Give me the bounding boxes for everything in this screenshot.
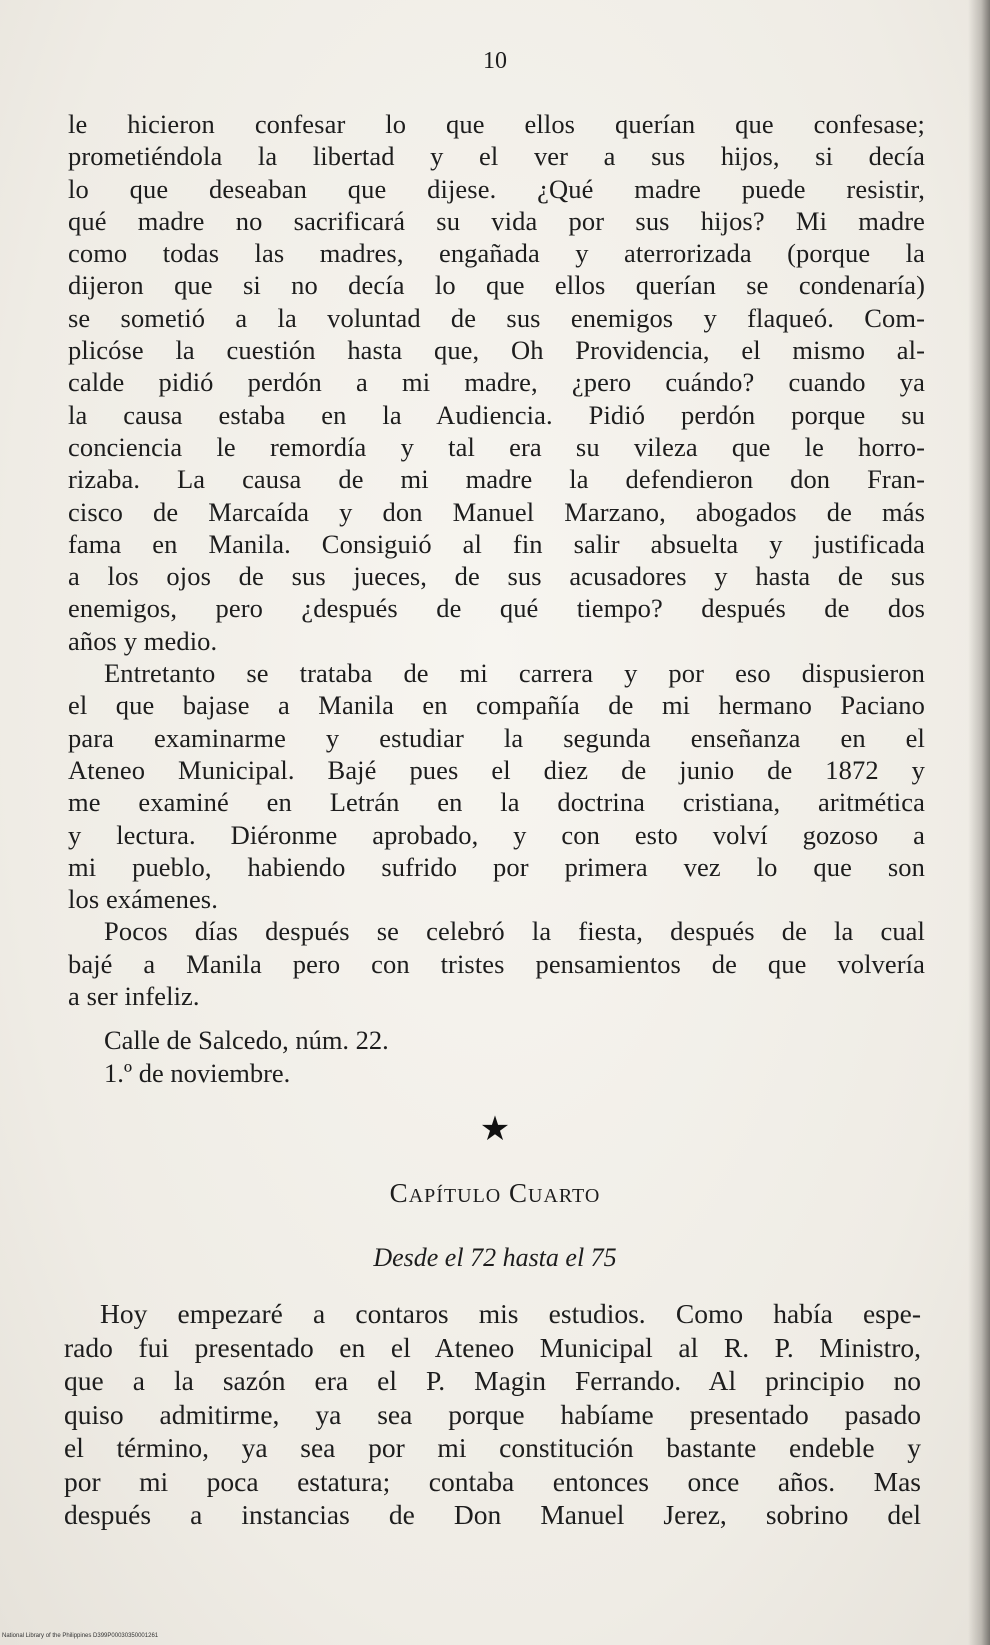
text-line: cisco de Marcaída y don Manuel Marzano, abogados de más <box>68 496 925 527</box>
text-line: a ser infeliz. <box>68 981 200 1012</box>
body-text <box>68 108 925 1012</box>
text-line: a los ojos de sus jueces, de sus acusadores y hasta de sus <box>68 561 925 592</box>
text-line: mi pueblo, habiendo sufrido por primera vez lo que son <box>68 851 925 882</box>
chapter-title-smallcaps: UARTO <box>528 1185 601 1207</box>
text-line: le hicieron confesar lo que ellos querían que confesase; <box>68 109 925 139</box>
text-line: el que bajase a Manila en compañía de mi hermano Paciano <box>68 690 925 721</box>
text-line: me examiné en Letrán en la doctrina cristiana, aritmética <box>68 787 925 818</box>
chapter-title-smallcaps: APÍTULO <box>408 1185 502 1207</box>
text-line: rado fui presentado en el Ateneo Municipal al R. P. Ministro, <box>64 1331 921 1363</box>
text-line: la causa estaba en la Audiencia. Pidió perdón porque su <box>68 399 925 430</box>
text-line: Entretanto se trataba de mi carrera y por eso dispusieron <box>104 658 925 689</box>
text-line: qué madre no sacrificará su vida por sus hijos? Mi madre <box>68 205 925 236</box>
text-line: fama en Manila. Consiguió al fin salir absuelta y justificada <box>68 528 925 559</box>
signature-date: 1.º de noviembre. <box>104 1058 291 1088</box>
text-line: como todas las madres, engañada y aterrorizada (porque la <box>68 238 925 269</box>
paragraph-1 <box>68 108 925 657</box>
chapter-title-cap: C <box>508 1178 528 1208</box>
signature-address: Calle de Salcedo, núm. 22. <box>104 1025 389 1055</box>
footer-credit: National Library of the Philippines D399P00030350001261 <box>2 1633 159 1639</box>
text-line: calde pidió perdón a mi madre, ¿pero cuándo? cuando ya <box>68 367 925 398</box>
page-number: 10 <box>483 48 507 74</box>
text-line: rizaba. La causa de mi madre la defendieron don Fran- <box>68 464 925 495</box>
text-line: lo que deseaban que dijese. ¿Qué madre puede resistir, <box>68 173 925 204</box>
star-ornament-icon: ★ <box>479 1111 511 1148</box>
text-line: los exámenes. <box>68 884 218 915</box>
text-line: Hoy empezaré a contaros mis estudios. Como había espe- <box>100 1298 921 1329</box>
chapter-body-text <box>64 1297 921 1532</box>
text-line: años y medio. <box>68 625 218 656</box>
text-line: Ateneo Municipal. Bajé pues el diez de junio de 1872 y <box>68 754 925 785</box>
text-line: por mi poca estatura; contaba entonces once años. Mas <box>64 1465 921 1497</box>
text-line: quiso admitirme, ya sea porque habíame presentado pasado <box>64 1398 921 1430</box>
text-line: enemigos, pero ¿después de qué tiempo? después de dos <box>68 593 925 624</box>
chapter-title <box>0 1178 990 1209</box>
paragraph-3 <box>68 915 925 1012</box>
text-line: Pocos días después se celebró la fiesta, después de la cual <box>104 916 925 947</box>
chapter-subtitle: Desde el 72 hasta el 75 <box>373 1243 617 1272</box>
text-line: que a la sazón era el P. Magin Ferrando. Al principio no <box>64 1365 921 1396</box>
text-line: conciencia le remordía y tal era su vileza que le horro- <box>68 431 925 462</box>
text-line: el término, ya sea por mi constitución bastante endeble y <box>64 1432 921 1463</box>
text-line: y lectura. Diéronme aprobado, y con esto volví gozoso a <box>68 819 925 850</box>
text-line: se sometió a la voluntad de sus enemigos y flaqueó. Com- <box>68 302 925 333</box>
text-line: bajé a Manila pero con tristes pensamientos de que volvería <box>68 948 925 979</box>
text-line: dijeron que si no decía lo que ellos querían se condenaría) <box>68 270 925 301</box>
text-line: prometiéndola la libertad y el ver a sus hijos, si decía <box>68 141 925 172</box>
text-line: para examinarme y estudiar la segunda enseñanza en el <box>68 722 925 753</box>
text-line: después a instancias de Don Manuel Jerez, sobrino del <box>64 1499 921 1530</box>
page-edge-shadow <box>968 0 990 1645</box>
text-line: plicóse la cuestión hasta que, Oh Providencia, el mismo al- <box>68 335 925 366</box>
chapter-title-cap: C <box>389 1178 409 1208</box>
paragraph-2 <box>68 657 925 915</box>
